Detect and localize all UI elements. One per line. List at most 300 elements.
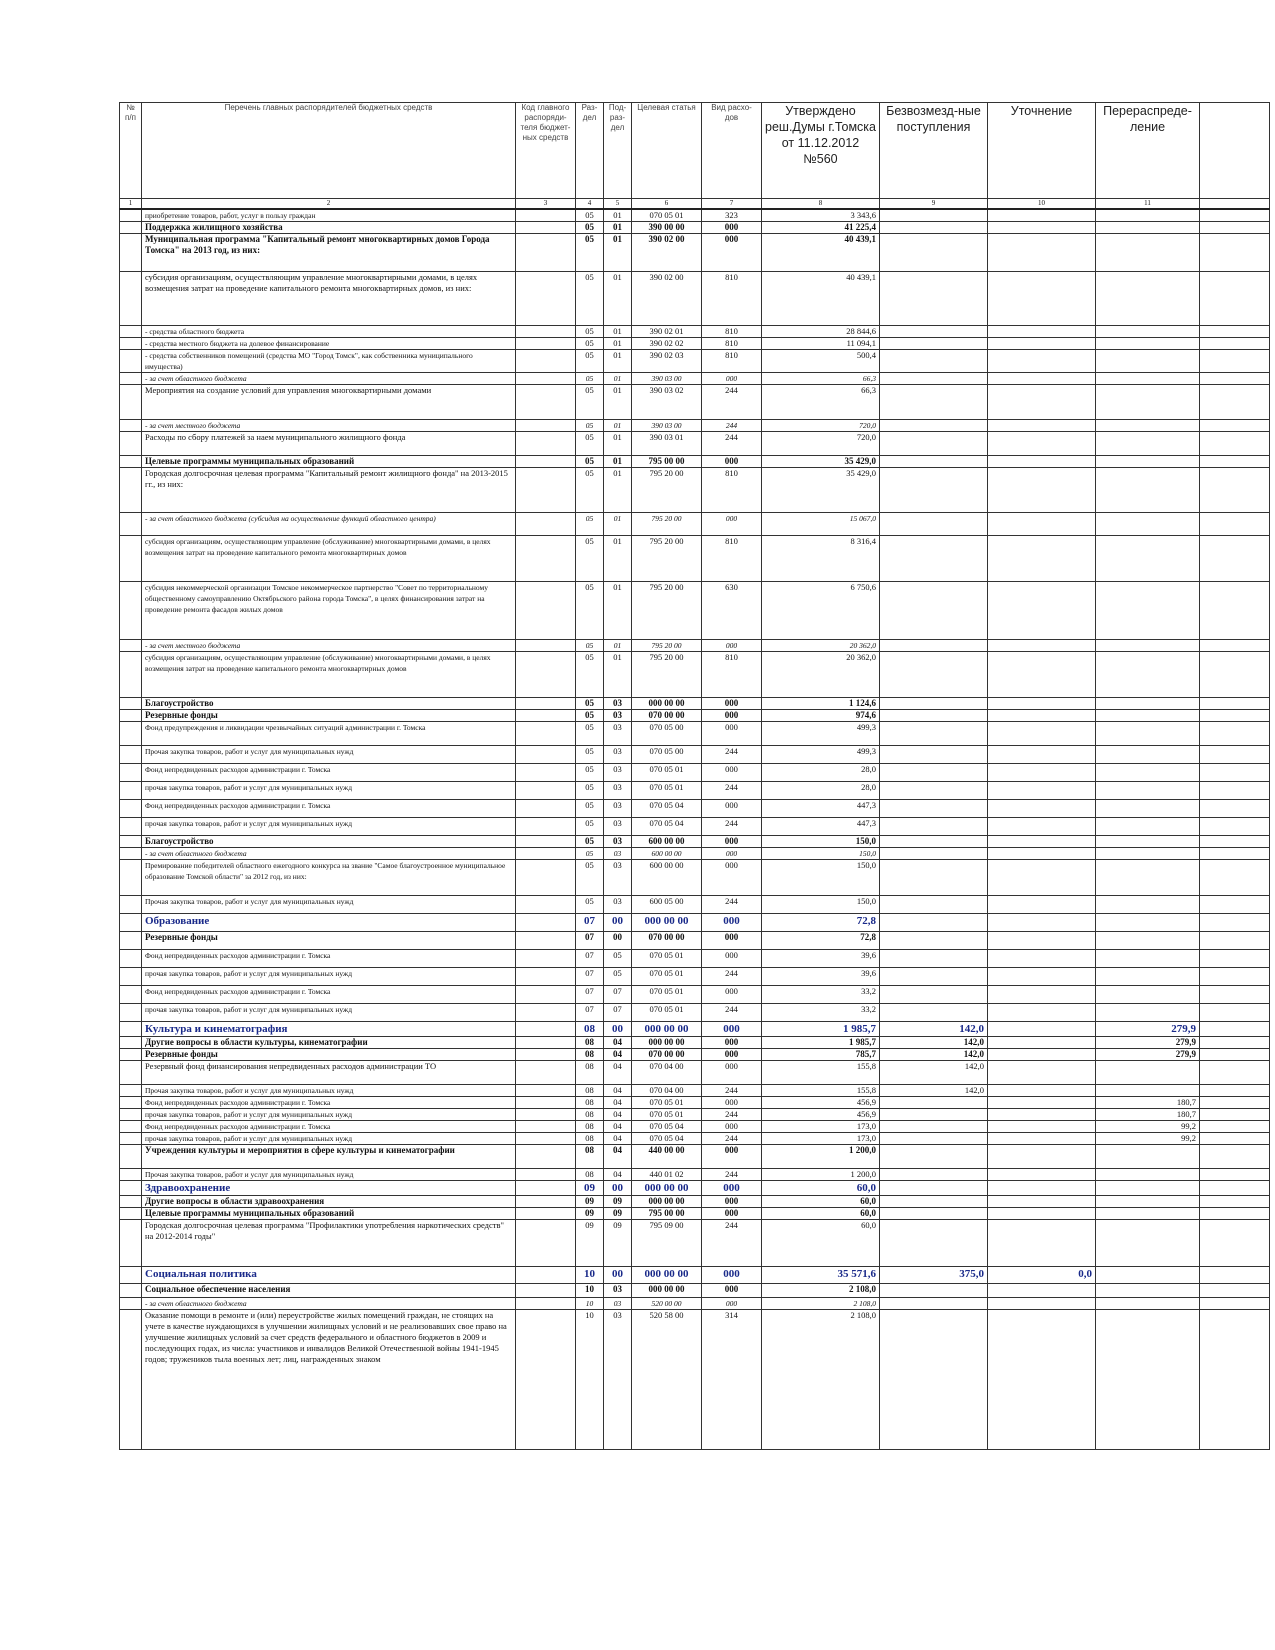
cell-num: [120, 1169, 142, 1181]
cell-target: 390 03 00: [632, 373, 702, 385]
cell-target: 390 02 01: [632, 326, 702, 338]
cell-approved: 72,8: [762, 932, 880, 950]
column-number-row: [120, 199, 1270, 210]
cell-overflow: [1200, 456, 1270, 468]
cell-name: Мероприятия на создание условий для управления многоквартирными домами: [142, 385, 516, 420]
cell-code: [516, 1022, 576, 1037]
cell-name: Культура и кинематография: [142, 1022, 516, 1037]
header-num: № п/п: [120, 103, 142, 199]
cell-clarification: [988, 1298, 1096, 1310]
cell-expense-type: 000: [702, 1037, 762, 1049]
table-row: [120, 1085, 1270, 1097]
cell-num: [120, 1310, 142, 1450]
cell-name: - средства областного бюджета: [142, 326, 516, 338]
cell-redistribution: [1096, 710, 1200, 722]
cell-name: - средства собственников помещений (средства МО "Город Томск", как собственника муниципального имущества): [142, 350, 516, 373]
cell-expense-type: 000: [702, 764, 762, 782]
colnum: 8: [762, 199, 880, 210]
cell-code: [516, 373, 576, 385]
cell-free-receipts: [880, 350, 988, 373]
cell-clarification: [988, 582, 1096, 640]
cell-approved: 60,0: [762, 1208, 880, 1220]
cell-redistribution: [1096, 764, 1200, 782]
cell-expense-type: 244: [702, 746, 762, 764]
cell-expense-type: 000: [702, 456, 762, 468]
cell-razdel: 08: [576, 1037, 604, 1049]
cell-approved: 28,0: [762, 782, 880, 800]
cell-overflow: [1200, 1145, 1270, 1169]
cell-approved: 499,3: [762, 746, 880, 764]
cell-free-receipts: 142,0: [880, 1049, 988, 1061]
cell-podrazdel: 04: [604, 1109, 632, 1121]
cell-redistribution: 99,2: [1096, 1133, 1200, 1145]
cell-approved: 974,6: [762, 710, 880, 722]
cell-clarification: [988, 710, 1096, 722]
cell-target: 000 00 00: [632, 914, 702, 932]
cell-razdel: 08: [576, 1109, 604, 1121]
header-approved: Утверждено реш.Думы г.Томска от 11.12.2012 №560: [762, 103, 880, 199]
cell-num: [120, 896, 142, 914]
header-podrazdel: Под-раз-дел: [604, 103, 632, 199]
cell-free-receipts: [880, 1145, 988, 1169]
header-target: Целевая статья: [632, 103, 702, 199]
cell-approved: 785,7: [762, 1049, 880, 1061]
cell-expense-type: 244: [702, 420, 762, 432]
cell-code: [516, 1037, 576, 1049]
cell-approved: 6 750,6: [762, 582, 880, 640]
cell-free-receipts: [880, 432, 988, 456]
cell-target: 000 00 00: [632, 1284, 702, 1298]
cell-overflow: [1200, 1267, 1270, 1284]
colnum: 5: [604, 199, 632, 210]
cell-free-receipts: [880, 1097, 988, 1109]
colnum: 9: [880, 199, 988, 210]
table-row: [120, 513, 1270, 536]
cell-razdel: 05: [576, 836, 604, 848]
table-row: [120, 1037, 1270, 1049]
cell-podrazdel: 03: [604, 698, 632, 710]
cell-podrazdel: 01: [604, 652, 632, 698]
cell-podrazdel: 04: [604, 1061, 632, 1085]
cell-name: Прочая закупка товаров, работ и услуг для муниципальных нужд: [142, 1169, 516, 1181]
cell-num: [120, 782, 142, 800]
cell-approved: 456,9: [762, 1109, 880, 1121]
cell-razdel: 08: [576, 1133, 604, 1145]
cell-name: Фонд непредвиденных расходов администрации г. Томска: [142, 950, 516, 968]
cell-razdel: 08: [576, 1085, 604, 1097]
cell-target: 000 00 00: [632, 1022, 702, 1037]
cell-code: [516, 698, 576, 710]
cell-target: 795 09 00: [632, 1220, 702, 1267]
cell-redistribution: [1096, 818, 1200, 836]
cell-approved: 2 108,0: [762, 1310, 880, 1450]
table-row: [120, 373, 1270, 385]
cell-clarification: [988, 800, 1096, 818]
cell-podrazdel: 09: [604, 1196, 632, 1208]
cell-overflow: [1200, 698, 1270, 710]
cell-clarification: [988, 373, 1096, 385]
cell-expense-type: 000: [702, 1298, 762, 1310]
cell-overflow: [1200, 468, 1270, 513]
cell-expense-type: 000: [702, 836, 762, 848]
cell-approved: 1 200,0: [762, 1145, 880, 1169]
table-row: [120, 1022, 1270, 1037]
cell-podrazdel: 05: [604, 950, 632, 968]
cell-target: 070 05 01: [632, 1109, 702, 1121]
cell-num: [120, 1049, 142, 1061]
cell-overflow: [1200, 800, 1270, 818]
cell-redistribution: [1096, 746, 1200, 764]
cell-podrazdel: 03: [604, 746, 632, 764]
table-row: [120, 914, 1270, 932]
cell-approved: 155,8: [762, 1085, 880, 1097]
cell-num: [120, 986, 142, 1004]
cell-approved: 28,0: [762, 764, 880, 782]
cell-num: [120, 385, 142, 420]
budget-table: [119, 102, 1270, 1450]
cell-redistribution: [1096, 1004, 1200, 1022]
cell-razdel: 05: [576, 338, 604, 350]
cell-free-receipts: [880, 848, 988, 860]
cell-free-receipts: [880, 222, 988, 234]
cell-razdel: 09: [576, 1181, 604, 1196]
cell-approved: 2 108,0: [762, 1284, 880, 1298]
cell-overflow: [1200, 1169, 1270, 1181]
cell-free-receipts: [880, 420, 988, 432]
table-row: [120, 818, 1270, 836]
cell-code: [516, 836, 576, 848]
cell-podrazdel: 03: [604, 896, 632, 914]
cell-free-receipts: [880, 860, 988, 896]
cell-clarification: [988, 1284, 1096, 1298]
cell-redistribution: [1096, 896, 1200, 914]
cell-target: 390 02 00: [632, 234, 702, 272]
cell-overflow: [1200, 1049, 1270, 1061]
cell-razdel: 07: [576, 1004, 604, 1022]
cell-approved: 8 316,4: [762, 536, 880, 582]
cell-clarification: [988, 652, 1096, 698]
cell-code: [516, 914, 576, 932]
cell-redistribution: [1096, 385, 1200, 420]
cell-redistribution: 180,7: [1096, 1097, 1200, 1109]
cell-num: [120, 800, 142, 818]
cell-expense-type: 000: [702, 1208, 762, 1220]
cell-razdel: 05: [576, 420, 604, 432]
cell-target: 795 20 00: [632, 582, 702, 640]
cell-razdel: 08: [576, 1145, 604, 1169]
cell-target: 070 05 00: [632, 746, 702, 764]
cell-num: [120, 968, 142, 986]
cell-num: [120, 848, 142, 860]
cell-razdel: 07: [576, 914, 604, 932]
cell-clarification: [988, 272, 1096, 326]
cell-podrazdel: 04: [604, 1085, 632, 1097]
cell-approved: 1 124,6: [762, 698, 880, 710]
cell-code: [516, 1208, 576, 1220]
cell-expense-type: 244: [702, 896, 762, 914]
cell-num: [120, 513, 142, 536]
cell-code: [516, 1004, 576, 1022]
cell-code: [516, 1061, 576, 1085]
cell-overflow: [1200, 513, 1270, 536]
cell-free-receipts: [880, 896, 988, 914]
cell-approved: 60,0: [762, 1220, 880, 1267]
cell-num: [120, 326, 142, 338]
cell-podrazdel: 04: [604, 1037, 632, 1049]
cell-redistribution: [1096, 652, 1200, 698]
cell-overflow: [1200, 385, 1270, 420]
cell-clarification: [988, 338, 1096, 350]
cell-redistribution: [1096, 986, 1200, 1004]
cell-razdel: 07: [576, 950, 604, 968]
cell-overflow: [1200, 222, 1270, 234]
header-code: Код главного распоряди-теля бюджет-ных средств: [516, 103, 576, 199]
cell-num: [120, 1109, 142, 1121]
cell-overflow: [1200, 1298, 1270, 1310]
cell-clarification: [988, 1049, 1096, 1061]
cell-razdel: 05: [576, 536, 604, 582]
cell-code: [516, 968, 576, 986]
budget-sheet: [119, 102, 1269, 1450]
cell-free-receipts: [880, 209, 988, 222]
cell-podrazdel: 04: [604, 1049, 632, 1061]
cell-approved: 15 067,0: [762, 513, 880, 536]
table-row: [120, 272, 1270, 326]
cell-name: Поддержка жилищного хозяйства: [142, 222, 516, 234]
cell-redistribution: [1096, 1169, 1200, 1181]
cell-redistribution: [1096, 914, 1200, 932]
table-row: [120, 652, 1270, 698]
cell-podrazdel: 01: [604, 432, 632, 456]
cell-num: [120, 582, 142, 640]
cell-podrazdel: 04: [604, 1121, 632, 1133]
cell-free-receipts: [880, 968, 988, 986]
cell-name: Фонд непредвиденных расходов администрации г. Томска: [142, 986, 516, 1004]
cell-overflow: [1200, 1220, 1270, 1267]
cell-name: - за счет областного бюджета (субсидия на осуществление функций областного центра): [142, 513, 516, 536]
cell-clarification: [988, 896, 1096, 914]
cell-expense-type: 244: [702, 1109, 762, 1121]
cell-free-receipts: [880, 722, 988, 746]
cell-free-receipts: [880, 698, 988, 710]
cell-expense-type: 000: [702, 1022, 762, 1037]
cell-approved: 150,0: [762, 896, 880, 914]
cell-clarification: [988, 1196, 1096, 1208]
cell-overflow: [1200, 1061, 1270, 1085]
cell-target: 520 00 00: [632, 1298, 702, 1310]
cell-razdel: 05: [576, 209, 604, 222]
cell-expense-type: 244: [702, 432, 762, 456]
table-row: [120, 326, 1270, 338]
cell-razdel: 05: [576, 385, 604, 420]
cell-target: 070 05 01: [632, 764, 702, 782]
cell-clarification: [988, 698, 1096, 710]
cell-num: [120, 1284, 142, 1298]
cell-code: [516, 848, 576, 860]
cell-free-receipts: [880, 536, 988, 582]
cell-approved: 500,4: [762, 350, 880, 373]
cell-clarification: [988, 468, 1096, 513]
table-row: [120, 968, 1270, 986]
cell-razdel: 09: [576, 1196, 604, 1208]
cell-name: Городская долгосрочная целевая программа "Профилактики употребления наркотических средств" на 2012-2014 годы": [142, 1220, 516, 1267]
cell-redistribution: [1096, 373, 1200, 385]
cell-clarification: [988, 968, 1096, 986]
cell-podrazdel: 00: [604, 1022, 632, 1037]
table-row: [120, 1284, 1270, 1298]
cell-overflow: [1200, 1310, 1270, 1450]
cell-free-receipts: [880, 1181, 988, 1196]
cell-approved: 20 362,0: [762, 640, 880, 652]
cell-clarification: [988, 536, 1096, 582]
cell-razdel: 05: [576, 818, 604, 836]
cell-podrazdel: 03: [604, 782, 632, 800]
cell-target: 000 00 00: [632, 1181, 702, 1196]
cell-clarification: [988, 222, 1096, 234]
cell-overflow: [1200, 1037, 1270, 1049]
cell-num: [120, 432, 142, 456]
cell-name: - за счет областного бюджета: [142, 848, 516, 860]
cell-razdel: 05: [576, 764, 604, 782]
table-row: [120, 582, 1270, 640]
table-row: [120, 932, 1270, 950]
cell-redistribution: [1096, 272, 1200, 326]
cell-razdel: 08: [576, 1097, 604, 1109]
cell-num: [120, 860, 142, 896]
table-row: [120, 1061, 1270, 1085]
cell-target: 795 20 00: [632, 536, 702, 582]
cell-name: прочая закупка товаров, работ и услуг для муниципальных нужд: [142, 782, 516, 800]
cell-free-receipts: [880, 385, 988, 420]
cell-free-receipts: [880, 1298, 988, 1310]
cell-podrazdel: 01: [604, 272, 632, 326]
cell-target: 795 20 00: [632, 468, 702, 513]
table-row: [120, 209, 1270, 222]
cell-clarification: [988, 1310, 1096, 1450]
cell-overflow: [1200, 1208, 1270, 1220]
cell-redistribution: [1096, 350, 1200, 373]
cell-target: 070 05 01: [632, 950, 702, 968]
cell-podrazdel: 01: [604, 582, 632, 640]
cell-target: 440 00 00: [632, 1145, 702, 1169]
cell-free-receipts: [880, 1220, 988, 1267]
cell-podrazdel: 01: [604, 513, 632, 536]
table-row: [120, 1196, 1270, 1208]
cell-name: Фонд непредвиденных расходов администрации г. Томска: [142, 800, 516, 818]
cell-overflow: [1200, 536, 1270, 582]
cell-name: Другие вопросы в области культуры, кинематографии: [142, 1037, 516, 1049]
cell-code: [516, 1133, 576, 1145]
cell-free-receipts: [880, 640, 988, 652]
cell-code: [516, 652, 576, 698]
table-row: [120, 860, 1270, 896]
cell-num: [120, 1037, 142, 1049]
cell-redistribution: [1096, 836, 1200, 848]
colnum: [1200, 199, 1270, 210]
cell-free-receipts: [880, 456, 988, 468]
cell-approved: 447,3: [762, 818, 880, 836]
cell-overflow: [1200, 1121, 1270, 1133]
cell-name: - за счет местного бюджета: [142, 420, 516, 432]
cell-expense-type: 000: [702, 848, 762, 860]
cell-redistribution: 279,9: [1096, 1037, 1200, 1049]
cell-expense-type: 000: [702, 950, 762, 968]
cell-redistribution: [1096, 968, 1200, 986]
table-row: [120, 710, 1270, 722]
cell-approved: 40 439,1: [762, 234, 880, 272]
cell-target: 070 05 04: [632, 1121, 702, 1133]
cell-approved: 720,0: [762, 420, 880, 432]
cell-razdel: 05: [576, 710, 604, 722]
cell-expense-type: 000: [702, 373, 762, 385]
cell-expense-type: 630: [702, 582, 762, 640]
table-row: [120, 722, 1270, 746]
colnum: 1: [120, 199, 142, 210]
cell-razdel: 08: [576, 1022, 604, 1037]
cell-name: прочая закупка товаров, работ и услуг для муниципальных нужд: [142, 968, 516, 986]
cell-clarification: [988, 385, 1096, 420]
cell-approved: 60,0: [762, 1181, 880, 1196]
cell-overflow: [1200, 652, 1270, 698]
cell-name: Прочая закупка товаров, работ и услуг для муниципальных нужд: [142, 896, 516, 914]
cell-code: [516, 860, 576, 896]
cell-free-receipts: [880, 1133, 988, 1145]
cell-clarification: [988, 1208, 1096, 1220]
cell-expense-type: 244: [702, 1169, 762, 1181]
table-row: [120, 468, 1270, 513]
cell-free-receipts: 375,0: [880, 1267, 988, 1284]
cell-redistribution: [1096, 513, 1200, 536]
header-redistribution: Перераспреде-ление: [1096, 103, 1200, 199]
cell-podrazdel: 01: [604, 326, 632, 338]
cell-free-receipts: [880, 513, 988, 536]
cell-approved: 20 362,0: [762, 652, 880, 698]
cell-approved: 39,6: [762, 968, 880, 986]
cell-approved: 35 429,0: [762, 468, 880, 513]
cell-redistribution: [1096, 456, 1200, 468]
cell-free-receipts: 142,0: [880, 1037, 988, 1049]
table-row: [120, 536, 1270, 582]
cell-podrazdel: 00: [604, 1267, 632, 1284]
cell-num: [120, 468, 142, 513]
header-razdel: Раз-дел: [576, 103, 604, 199]
cell-name: прочая закупка товаров, работ и услуг для муниципальных нужд: [142, 1109, 516, 1121]
cell-num: [120, 698, 142, 710]
cell-razdel: 05: [576, 652, 604, 698]
cell-approved: 150,0: [762, 836, 880, 848]
cell-podrazdel: 07: [604, 986, 632, 1004]
cell-clarification: [988, 782, 1096, 800]
cell-redistribution: [1096, 860, 1200, 896]
cell-podrazdel: 01: [604, 222, 632, 234]
cell-approved: 39,6: [762, 950, 880, 968]
cell-target: 070 00 00: [632, 710, 702, 722]
cell-overflow: [1200, 722, 1270, 746]
cell-redistribution: [1096, 326, 1200, 338]
table-row: [120, 848, 1270, 860]
cell-name: Фонд непредвиденных расходов администрации г. Томска: [142, 1097, 516, 1109]
cell-approved: 173,0: [762, 1133, 880, 1145]
cell-redistribution: [1096, 1196, 1200, 1208]
cell-expense-type: 000: [702, 710, 762, 722]
cell-clarification: [988, 836, 1096, 848]
cell-code: [516, 272, 576, 326]
cell-target: 070 05 01: [632, 986, 702, 1004]
cell-overflow: [1200, 896, 1270, 914]
table-row: [120, 782, 1270, 800]
cell-overflow: [1200, 782, 1270, 800]
cell-razdel: 05: [576, 582, 604, 640]
